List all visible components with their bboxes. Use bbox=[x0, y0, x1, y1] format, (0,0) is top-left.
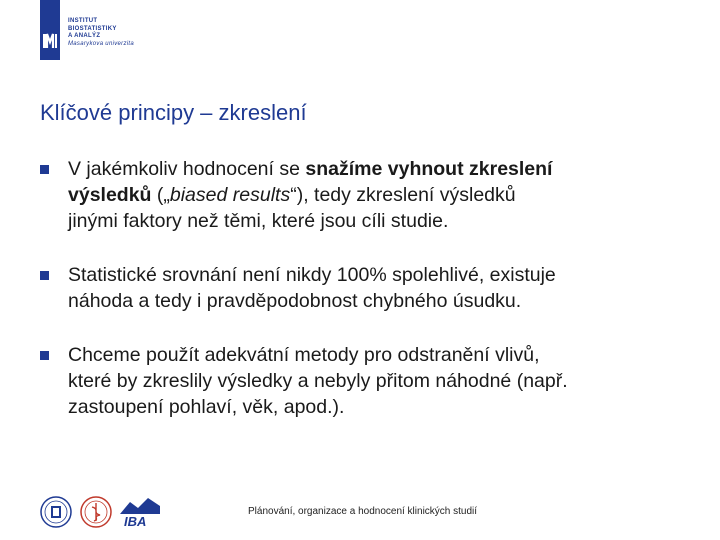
bullet-item bbox=[40, 262, 700, 314]
bullet-marker-icon bbox=[40, 271, 49, 280]
mu-logo-icon bbox=[42, 32, 58, 50]
bullet-marker-icon bbox=[40, 165, 49, 174]
logo-line: BIOSTATISTIKY bbox=[68, 25, 117, 32]
bullet-line bbox=[68, 156, 700, 182]
text-run: V jakémkoliv hodnocení se bbox=[68, 158, 306, 180]
bullet-line bbox=[68, 182, 700, 208]
iba-logo-text: IBA bbox=[124, 514, 147, 529]
logo-line: INSTITUT bbox=[68, 18, 98, 24]
institute-logo-mark bbox=[40, 0, 60, 60]
bullet-line bbox=[68, 262, 700, 288]
slide-title: Klíčové principy – zkreslení bbox=[40, 100, 307, 125]
text-run: Chceme použít adekvátní metody pro odstranění vlivů, bbox=[68, 344, 540, 366]
faculty-seal-icon bbox=[80, 494, 112, 530]
bullet-item bbox=[40, 156, 700, 234]
bullet-list bbox=[40, 156, 700, 448]
bullet-line bbox=[68, 208, 700, 234]
text-run: Statistické srovnání není nikdy 100% spolehlivé, existuje bbox=[68, 264, 556, 286]
bold-text: výsledků bbox=[68, 184, 152, 206]
text-run: “), tedy zkreslení výsledků bbox=[290, 184, 516, 206]
text-run: zastoupení pohlaví, věk, apod.). bbox=[68, 396, 345, 418]
bold-text: snažíme vyhnout zkreslení bbox=[305, 158, 553, 180]
logo-subtitle: Masarykova univerzita bbox=[68, 40, 134, 47]
iba-logo-icon bbox=[118, 494, 162, 530]
bullet-item bbox=[40, 342, 700, 420]
footer bbox=[0, 492, 720, 532]
bullet-line bbox=[68, 342, 700, 368]
university-seal-icon bbox=[40, 494, 72, 530]
italic-text: biased results bbox=[169, 184, 291, 206]
bullet-marker-icon bbox=[40, 351, 49, 360]
text-run: náhoda a tedy i pravděpodobnost chybného úsudku. bbox=[68, 290, 522, 312]
footer-text: Plánování, organizace a hodnocení klinických studií bbox=[248, 506, 478, 517]
bullet-line bbox=[68, 288, 700, 314]
text-run: („ bbox=[151, 184, 170, 206]
text-run: které by zkreslily výsledky a nebyly přitom náhodné (např. bbox=[68, 370, 568, 392]
bullet-line bbox=[68, 368, 700, 394]
text-run: jinými faktory než těmi, které jsou cíli studie. bbox=[68, 210, 449, 232]
bullet-line bbox=[68, 394, 700, 420]
logo-line: A ANALÝZ bbox=[68, 33, 101, 39]
institute-logo-text bbox=[68, 18, 134, 48]
